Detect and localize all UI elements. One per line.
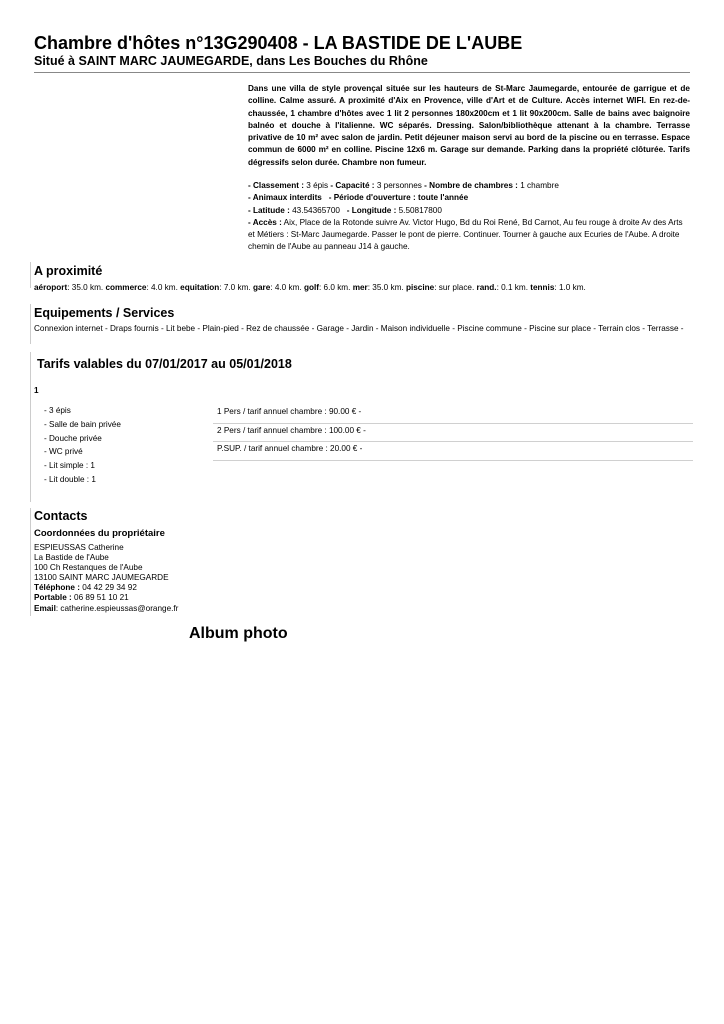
page-subtitle: Situé à SAINT MARC JAUMEGARDE, dans Les Bouches du Rhône xyxy=(34,54,428,68)
price-list xyxy=(213,405,693,461)
room-amenities xyxy=(44,404,121,487)
prox-value: 7.0 km. xyxy=(223,283,251,292)
prox-label: rand. xyxy=(476,283,497,292)
chambres-value: 1 chambre xyxy=(520,181,559,190)
capacite-label: - Capacité : xyxy=(330,181,375,190)
owner-portable xyxy=(34,593,178,603)
contacts-heading: Contacts xyxy=(34,509,88,523)
prox-label: gare xyxy=(252,283,271,292)
telephone-label: Téléphone : xyxy=(34,583,80,593)
details-line-4 xyxy=(248,217,690,254)
proximite-heading: A proximité xyxy=(34,264,103,278)
room-number: 1 xyxy=(34,386,39,395)
details-line-1 xyxy=(248,180,690,192)
capacite-value: 3 personnes xyxy=(376,181,422,190)
amenity-item: - 3 épis xyxy=(44,406,71,415)
owner-name: ESPIEUSSAS Catherine xyxy=(34,543,124,552)
portable-value: 06 89 51 10 21 xyxy=(74,593,129,603)
contacts-section-bar xyxy=(30,508,31,616)
price-row: 1 Pers / tarif annuel chambre : 90.00 € - xyxy=(213,405,693,424)
price-row: 2 Pers / tarif annuel chambre : 100.00 € - xyxy=(213,424,693,443)
prox-label: aéroport xyxy=(34,283,68,292)
tarifs-heading: Tarifs valables du 07/01/2017 au 05/01/2018 xyxy=(37,357,292,371)
amenity-item: - Lit double : 1 xyxy=(44,474,96,484)
prox-value: 0.1 km. xyxy=(501,283,528,292)
telephone-value: 04 42 29 34 92 xyxy=(82,583,137,593)
acces-value: Aix, Place de la Rotonde suivre Av. Victor Hugo, Bd du Roi René, Bd Carnot, Au feu rouge à droite Av des Arts et Métiers : St-Marc Jaumegarde. Passer le pont de pierre. Continuer. Tourner à gauche aux Ecuries de l'Aube. A droite chemin de l'Aube au panneau J14 à gauche. xyxy=(248,217,683,252)
prox-label: equitation xyxy=(180,283,220,292)
header-divider xyxy=(34,72,690,73)
prox-label: commerce xyxy=(105,283,147,292)
acces-label: - Accès : xyxy=(248,217,282,227)
prox-value: 4.0 km. xyxy=(274,283,302,292)
prox-value: 1.0 km. xyxy=(558,283,586,292)
periode-label: - Période d'ouverture : xyxy=(328,193,416,203)
prox-value: 35.0 km. xyxy=(71,283,104,292)
email-label: Email xyxy=(34,603,56,613)
amenity-item: - WC privé xyxy=(44,447,83,457)
classement-value: 3 épis xyxy=(306,181,329,190)
prox-value: 35.0 km. xyxy=(372,283,404,292)
details-line-2 xyxy=(248,192,690,204)
periode-value: toute l'année xyxy=(418,193,469,203)
description-text: Dans une villa de style provençal située sur les hauteurs de St-Marc Jaumegarde, entourée de garrigue et de colline. Calme assuré. A proximité d'Aix en Provence, ville d'Art et de Culture. Accès internet WIFI. En rez-de-chaussée, 1 chambre d'hôtes avec 1 lit 2 personnes 180x200cm et 1 lit 90x200cm. Salle de bains avec baignoire balnéo et douche à l'italienne. WC séparés. Dressing. Salon/bibliothèque attenant à la chambre. Terrasse privative de 10 m² avec salon de jardin. Petit déjeuner maison servi au bord de la piscine ou en terrasse. Espace commun de 6000 m² en colline. Piscine 12x6 m. Garage sur demande. Parking dans la propriété clôturée. Tarifs dégressifs selon durée. Chambre non fumeur. xyxy=(248,84,690,167)
amenity-item: - Lit simple : 1 xyxy=(44,461,95,471)
tarifs-section-bar xyxy=(30,352,31,502)
proximite-list: aéroport: 35.0 km. commerce: 4.0 km. equitation: 7.0 km. gare: 4.0 km. golf: 6.0 km. mer: 35.0 km. piscine: sur place. rand.: 0.1 km. tennis: 1.0 km. xyxy=(34,283,586,292)
classement-label: - Classement : xyxy=(248,181,304,190)
longitude-label: - Longitude : xyxy=(346,205,397,215)
amenity-item: - Douche privée xyxy=(44,433,102,443)
prox-label: tennis xyxy=(530,283,555,292)
proximite-section-bar xyxy=(30,262,31,288)
owner-address-line: 100 Ch Restanques de l'Aube xyxy=(34,563,143,573)
details-line-3 xyxy=(248,205,690,217)
album-heading: Album photo xyxy=(189,625,288,642)
latitude-value: 43.54365700 xyxy=(292,205,340,215)
owner-contact-block xyxy=(34,543,178,614)
owner-telephone xyxy=(34,583,178,593)
amenity-item: - Salle de bain privée xyxy=(44,419,121,429)
longitude-value: 5.50817800 xyxy=(398,205,442,215)
details-block xyxy=(248,180,690,254)
equipements-heading: Equipements / Services xyxy=(34,306,175,320)
owner-subheading: Coordonnées du propriétaire xyxy=(34,528,165,539)
owner-address-line: 13100 SAINT MARC JAUMEGARDE xyxy=(34,573,169,583)
chambres-label: - Nombre de chambres : xyxy=(424,181,518,190)
owner-email xyxy=(34,604,178,614)
prox-label: piscine xyxy=(405,283,435,292)
prox-value: sur place. xyxy=(438,283,475,292)
prox-value: 6.0 km. xyxy=(323,283,351,292)
price-row: P.SUP. / tarif annuel chambre : 20.00 € - xyxy=(213,442,693,461)
page-title: Chambre d'hôtes n°13G290408 - LA BASTIDE DE L'AUBE xyxy=(34,33,523,53)
prox-label: golf xyxy=(303,283,319,292)
animaux-label: - Animaux interdits xyxy=(248,193,322,203)
owner-address-line: La Bastide de l'Aube xyxy=(34,553,109,563)
equipements-section-bar xyxy=(30,304,31,344)
portable-label: Portable : xyxy=(34,593,72,603)
prox-value: 4.0 km. xyxy=(151,283,178,292)
prox-label: mer xyxy=(352,283,368,292)
equipements-text: Connexion internet - Draps fournis - Lit bebe - Plain-pied - Rez de chaussée - Garage - Jardin - Maison individuelle - Piscine commune - Piscine sur place - Terrain clos - Terrasse - xyxy=(34,324,684,333)
latitude-label: - Latitude : xyxy=(248,205,290,215)
email-value: : catherine.espieussas@orange.fr xyxy=(55,603,179,613)
